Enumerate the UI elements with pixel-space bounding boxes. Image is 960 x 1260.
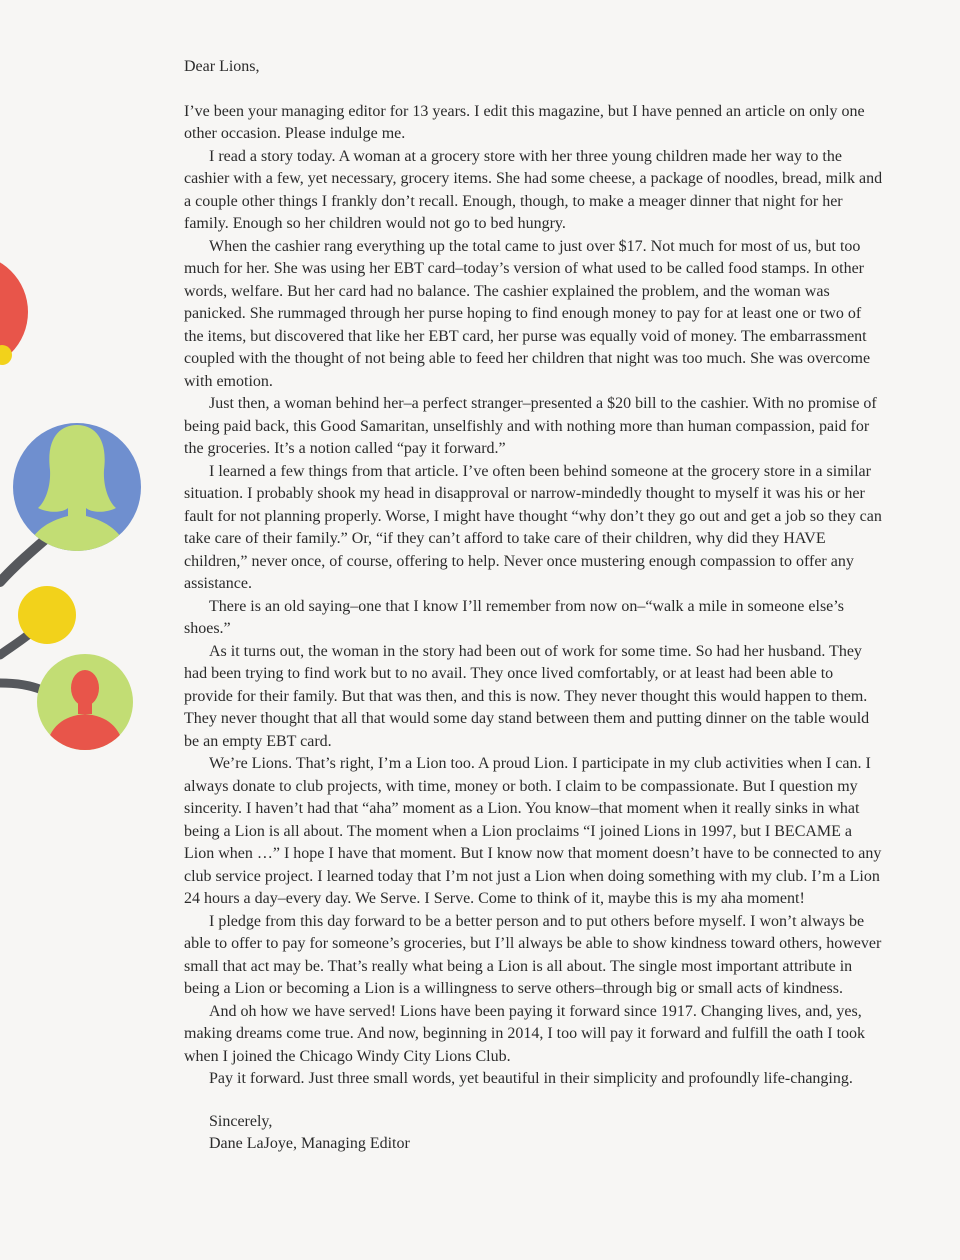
letter-paragraph: And oh how we have served! Lions have been paying it forward since 1917. Changing lives, and, yes, making dreams come true. And now, beginning in 2014, I too will pay it forward and fulfill the oath I took when I joined the Chicago Windy City Lions Club.	[184, 1002, 866, 1065]
letter-paragraph: I learned a few things from that article. I’ve often been behind someone at the grocery store in a similar situation. I probably shook my head in disapproval or narrow-mindedly thought to myself it was his or her fault for not planning properly. Worse, I might have thought “why don’t they go out and get a job so they can take care of their family.” Or, “if they can’t afford to take care of their children, why did they HAVE children,” never once, of course, offering to help. Never once mustering enough compassion to offer any assistance.	[184, 462, 882, 592]
yellow-circle	[18, 586, 76, 644]
letter-paragraph: I pledge from this day forward to be a better person and to put others before myself. I won’t always be able to offer to pay for someone’s groceries, but I’ll always be able to show kindness toward others, however small that act may be. That’s really what being a Lion is all about. The single most important attribute in being a Lion or becoming a Lion is a willingness to serve others–through big or small acts of kindness.	[184, 912, 882, 997]
letter-paragraph: I read a story today. A woman at a grocery store with her three young children made her way to the cashier with a few, yet necessary, grocery items. She had some cheese, a package of noodles, bread, milk and a couple other things I frankly don’t recall. Enough, though, to make a meager dinner that night for her family. Enough so her children would not go to bed hungry.	[184, 147, 883, 232]
female-avatar-icon	[13, 423, 141, 560]
editor-letter	[184, 56, 884, 1156]
signature-line: Dane LaJoye, Managing Editor	[209, 1135, 410, 1152]
letter-paragraph: As it turns out, the woman in the story had been out of work for some time. So had her husband. They had been trying to find work but to no avail. They once lived comfortably, or at least had been able to provide for their family. But that was then, and this is now. They never thought this would happen to them. They never thought that all that would some day stand between them and putting dinner on the table would be an empty EBT card.	[184, 642, 870, 750]
male-avatar-icon	[37, 654, 133, 760]
closing-line: Sincerely,	[209, 1112, 273, 1130]
social-network-decoration	[0, 0, 200, 800]
salutation: Dear Lions,	[184, 58, 260, 75]
letter-paragraph: Pay it forward. Just three small words, yet beautiful in their simplicity and profoundly life-changing.	[209, 1070, 853, 1087]
letter-paragraph: When the cashier rang everything up the total came to just over $17. Not much for most of us, but too much for her. She was using her EBT card–today’s version of what used to be called food stamps. In other words, welfare. But her card had no balance. The cashier explained the problem, and the woman was panicked. She rummaged through her purse hoping to find enough money to pay for at least one or two of the items, but discovered that like her EBT card, her purse was equally void of money. The embarrassment coupled with the thought of not being able to feed her children that night was too much. She was overcome with emotion.	[184, 237, 871, 390]
letter-paragraph: Just then, a woman behind her–a perfect stranger–presented a $20 bill to the cashier. With no promise of being paid back, this Good Samaritan, unselfishly and with nothing more than human compassion, paid for the groceries. It’s a notion called “pay it forward.”	[184, 395, 877, 457]
letter-paragraph: I’ve been your managing editor for 13 years. I edit this magazine, but I have penned an article on only one other occasion. Please indulge me.	[184, 102, 865, 142]
letter-closing	[184, 1111, 884, 1156]
connector-line	[0, 683, 42, 690]
letter-paragraph: There is an old saying–one that I know I’ll remember from now on–“walk a mile in someone else’s shoes.”	[184, 597, 844, 637]
letter-paragraph: We’re Lions. That’s right, I’m a Lion too. A proud Lion. I participate in my club activities when I can. I always donate to club projects, with time, money or both. I claim to be compassionate. But I question my sincerity. I haven’t had that “aha” moment as a Lion. You know–that moment when it really sinks in what being a Lion is all about. The moment when a Lion proclaims “I joined Lions in 1997, but I BECAME a Lion when …” I hope I have that moment. But I know now that moment doesn’t have to be connected to any club service project. I learned today that I’m not just a Lion when doing something with my club. I’m a Lion 24 hours a day–every day. We Serve. I Serve. Come to think of it, maybe this is my aha moment!	[184, 755, 882, 907]
